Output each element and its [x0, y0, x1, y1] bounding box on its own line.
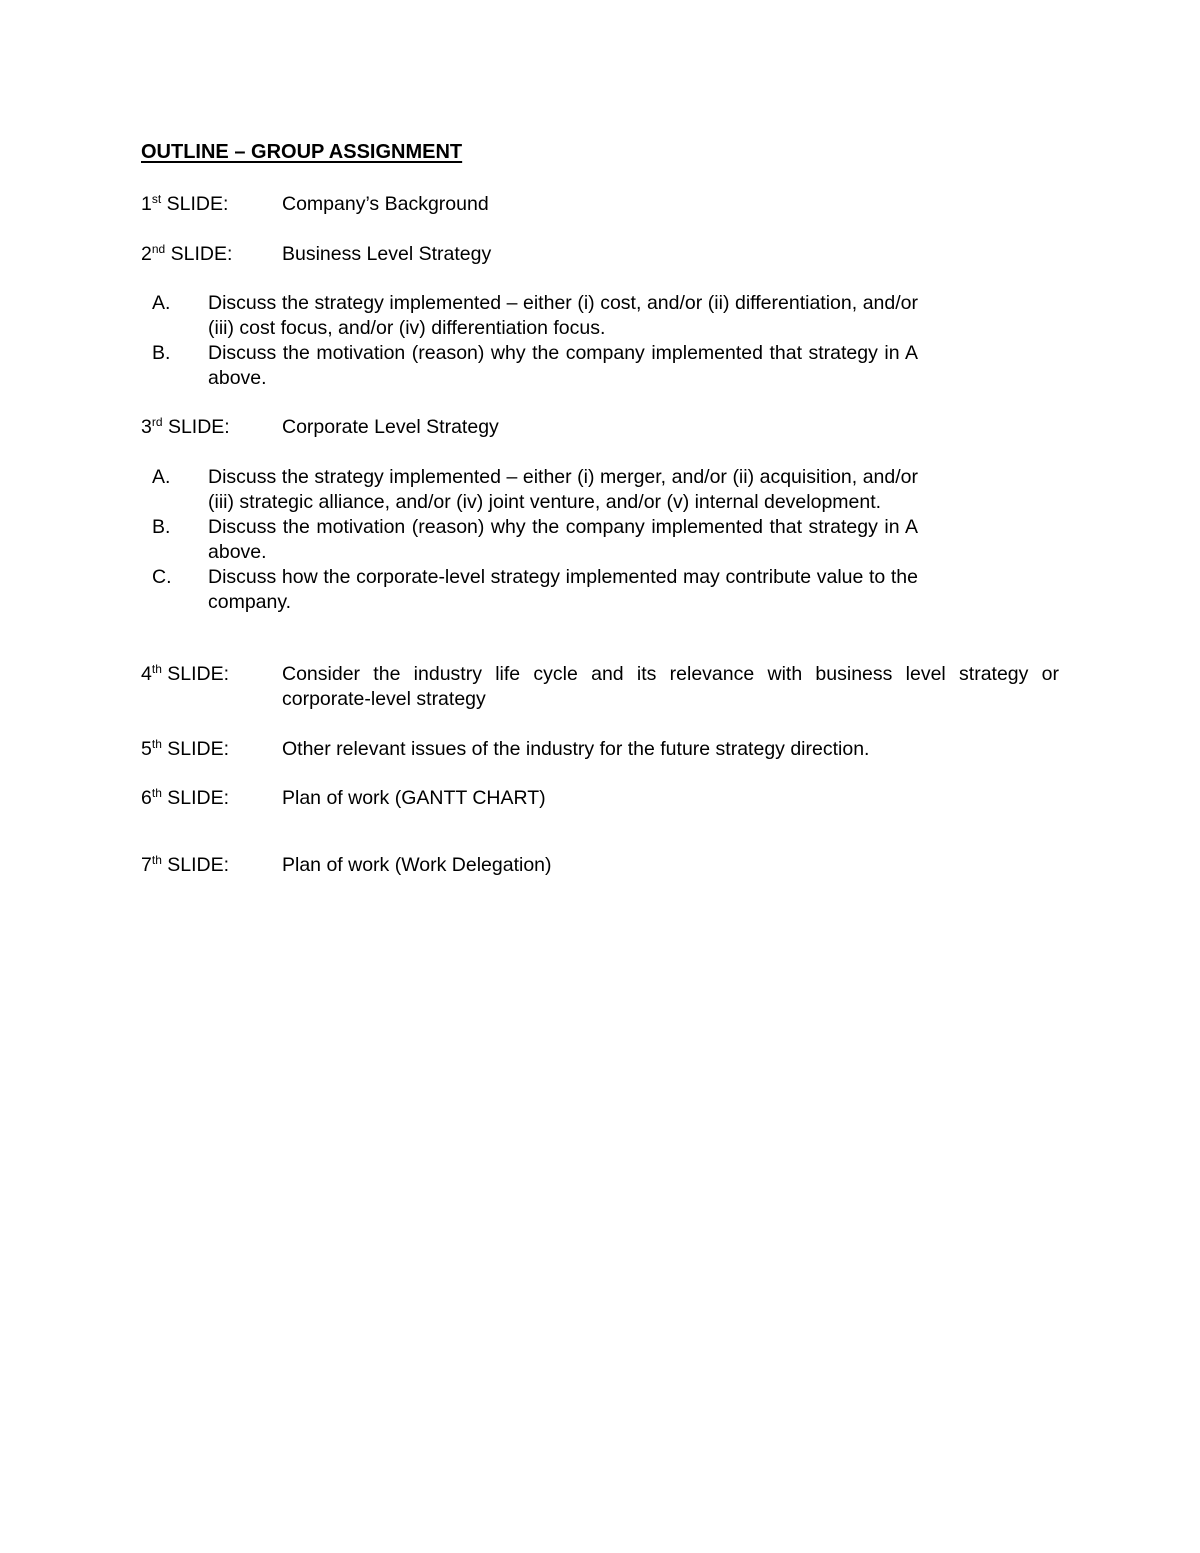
slide-3-label: 3rd SLIDE:	[141, 415, 230, 438]
item-letter: B.	[152, 516, 171, 538]
item-text: Discuss the motivation (reason) why the company implemented that strategy in A above.	[208, 516, 918, 563]
document-title: OUTLINE – GROUP ASSIGNMENT	[141, 141, 463, 163]
slide-1-entry	[141, 192, 1059, 217]
slide-4-label: 4th SLIDE:	[141, 662, 230, 685]
list-item	[141, 515, 918, 565]
slide-6-label: 6th SLIDE:	[141, 786, 230, 809]
slide-3-text: Corporate Level Strategy	[282, 416, 499, 438]
slide-5-text: Other relevant issues of the industry for the future strategy direction.	[282, 738, 870, 760]
slide-5-label: 5th SLIDE:	[141, 737, 230, 760]
slide-3-entry	[141, 415, 1059, 440]
slide-2-entry	[141, 242, 1059, 267]
list-item	[141, 291, 918, 341]
slide-1-text: Company’s Background	[282, 193, 489, 215]
slide-2-items	[141, 291, 918, 391]
slide-7-label: 7th SLIDE:	[141, 853, 230, 876]
slide-7-entry	[141, 853, 1059, 878]
item-text: Discuss the strategy implemented – either (i) merger, and/or (ii) acquisition, and/or (iii) strategic alliance, and/or (iv) joint venture, and/or (v) internal development.	[208, 466, 918, 513]
slide-6-text: Plan of work (GANTT CHART)	[282, 787, 546, 809]
slide-7-text: Plan of work (Work Delegation)	[282, 854, 552, 876]
list-item	[141, 565, 918, 615]
list-item	[141, 465, 918, 515]
slide-6-entry	[141, 786, 1059, 811]
list-item	[141, 341, 918, 391]
item-letter: B.	[152, 342, 171, 364]
item-letter: C.	[152, 566, 172, 588]
slide-5-entry	[141, 737, 1059, 762]
slide-2-label: 2nd SLIDE:	[141, 242, 233, 265]
slide-1-label: 1st SLIDE:	[141, 192, 229, 215]
item-text: Discuss how the corporate-level strategy implemented may contribute value to the company.	[208, 566, 918, 613]
item-text: Discuss the strategy implemented – either (i) cost, and/or (ii) differentiation, and/or (iii) cost focus, and/or (iv) differentiation focus.	[208, 292, 918, 339]
item-text: Discuss the motivation (reason) why the company implemented that strategy in A above.	[208, 342, 918, 389]
slide-3-items	[141, 465, 918, 615]
slide-4-entry	[141, 662, 1059, 712]
slide-4-text: Consider the industry life cycle and its relevance with business level strategy or corporate-level strategy	[282, 663, 1059, 710]
item-letter: A.	[152, 466, 171, 488]
item-letter: A.	[152, 292, 171, 314]
slide-2-text: Business Level Strategy	[282, 243, 492, 265]
